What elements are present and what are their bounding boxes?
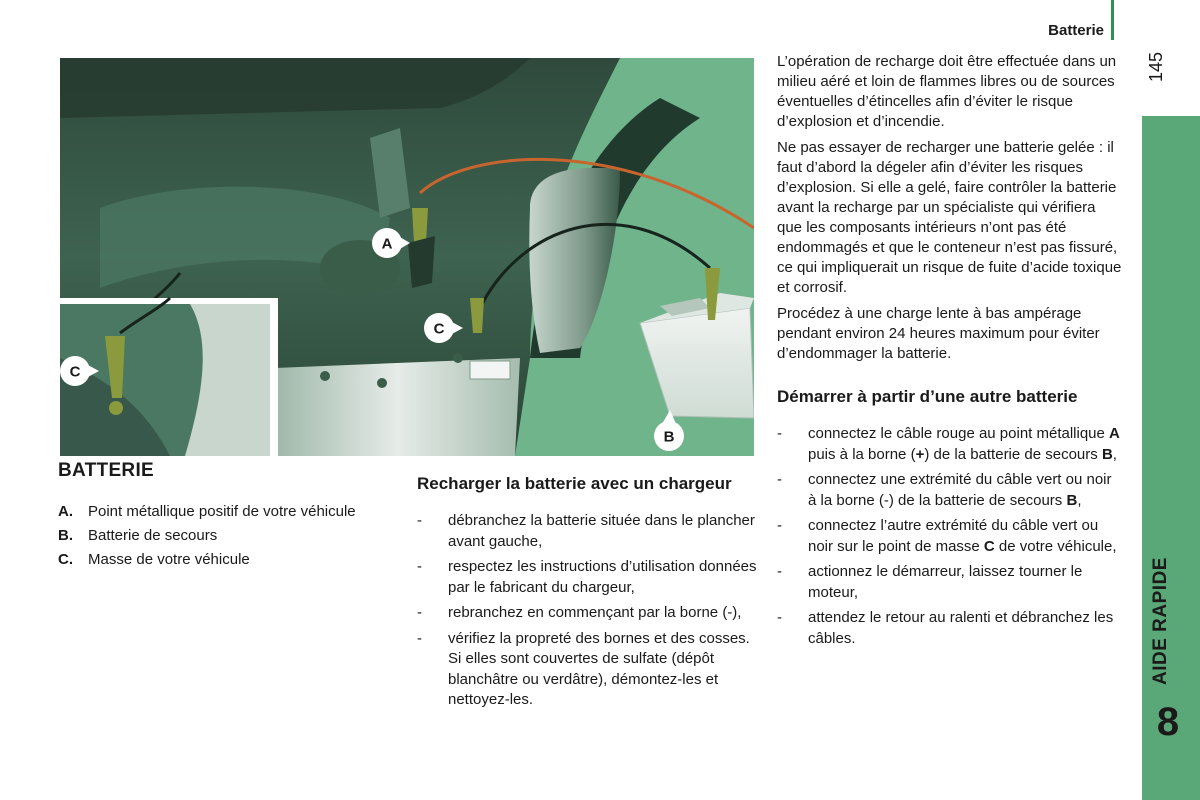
page-number: 145 [1146, 52, 1166, 83]
charger-step: - débranchez la batterie située dans le plancher avant gauche, [417, 511, 757, 552]
legend-item [58, 502, 403, 522]
legend-item [58, 550, 403, 570]
jumpstart-title: Démarrer à partir d’une autre batterie [777, 387, 1078, 406]
jumpstart-step-text: attendez le retour au ralenti et débranchez les câbles. [808, 609, 1114, 647]
legend-list [58, 502, 403, 570]
charger-step-text: rebranchez en commençant par la borne (-), [448, 604, 742, 621]
engine-illustration-svg [60, 58, 754, 456]
header-rule [1111, 0, 1114, 40]
legend-text: Batterie de secours [88, 527, 218, 544]
charger-step-text: débranchez la batterie située dans le plancher avant gauche, [448, 512, 755, 550]
jumpstart-step-text: connectez l’autre extrémité du câble vert ou noir sur le point de masse C de votre véhicule, [808, 517, 1117, 555]
charger-step: - respectez les instructions d’utilisation données par le fabricant du chargeur, [417, 557, 757, 598]
legend-item [58, 526, 403, 546]
label-b: B [663, 428, 675, 446]
legend-text: Point métallique positif de votre véhicule [88, 503, 356, 520]
notes-column [777, 52, 1122, 654]
charger-step-text: vérifiez la propreté des bornes et des cosses. Si elles sont couvertes de sulfate (dépôt blanchâtre ou verdâtre), démontez-les et nettoyez-les. [448, 629, 750, 708]
battery-title: BATTERIE [58, 460, 154, 481]
jumpstart-step: - attendez le retour au ralenti et débranchez les câbles. [777, 608, 1122, 649]
engine-illustration [60, 58, 754, 456]
clamp-a [412, 208, 428, 243]
chapter-label: AIDE RAPIDE [1150, 557, 1171, 685]
header-title: Batterie [1048, 22, 1104, 39]
label-c-inset: C [69, 363, 81, 381]
label-c: C [433, 320, 445, 338]
note-paragraph: Procédez à une charge lente à bas ampérage pendant environ 24 heures maximum pour éviter d’endommager la batterie. [777, 305, 1100, 362]
legend-text: Masse de votre véhicule [88, 551, 250, 568]
legend-key: B. [58, 527, 73, 544]
charger-step: - rebranchez en commençant par la borne (-), [417, 603, 757, 624]
note-paragraph: Ne pas essayer de recharger une batterie gelée : il faut d’abord la dégeler afin d’éviter les risques d’explosion. Si elle a gelé, faire contrôler la batterie avant la recharge par un spécialiste qui vérifiera que les composants intérieurs n’ont pas été endommagés et que le conteneur n’est pas fissuré, ce qui impliquerait un risque de fuite d’acide toxique et corrosif. [777, 139, 1122, 296]
jumpstart-step-text: actionnez le démarreur, laissez tourner le moteur, [808, 563, 1083, 601]
jumpstart-step-text: connectez une extrémité du câble vert ou noir à la borne (-) de la batterie de secours B, [808, 471, 1112, 509]
charger-section [417, 475, 757, 716]
charger-step: - vérifiez la propreté des bornes et des cosses. Si elles sont couvertes de sulfate (dépôt blanchâtre ou verdâtre), démontez-les et nettoyez-les. [417, 629, 757, 711]
legend-key: A. [58, 503, 73, 520]
label-a: A [381, 235, 393, 253]
jumpstart-step: - connectez une extrémité du câble vert ou noir à la borne (-) de la batterie de secours B, [777, 470, 1122, 511]
chapter-sidebar [1142, 116, 1200, 800]
chapter-number: 8 [1156, 700, 1180, 744]
charger-steps [417, 511, 757, 711]
panel-sticker [470, 361, 510, 379]
jumpstart-steps [777, 424, 1122, 649]
jumpstart-step: - connectez le câble rouge au point métallique A puis à la borne (+) de la batterie de secours B, [777, 424, 1122, 465]
jumpstart-step: - actionnez le démarreur, laissez tourner le moteur, [777, 562, 1122, 603]
page-number-box [1142, 52, 1172, 96]
legend-key: C. [58, 551, 73, 568]
battery-section [58, 460, 403, 574]
charger-title: Recharger la batterie avec un chargeur [417, 474, 732, 493]
note-paragraph: L’opération de recharge doit être effectuée dans un milieu aéré et loin de flammes libres ou de sources éventuelles d’étincelles afin d’éviter le risque d’explosion et d’incendie. [777, 53, 1117, 130]
charger-step-text: respectez les instructions d’utilisation données par le fabricant du chargeur, [448, 558, 757, 596]
jumpstart-step-text: connectez le câble rouge au point métallique A puis à la borne (+) de la batterie de secours B, [808, 425, 1120, 463]
jumpstart-step: - connectez l’autre extrémité du câble vert ou noir sur le point de masse C de votre véhicule, [777, 516, 1122, 557]
